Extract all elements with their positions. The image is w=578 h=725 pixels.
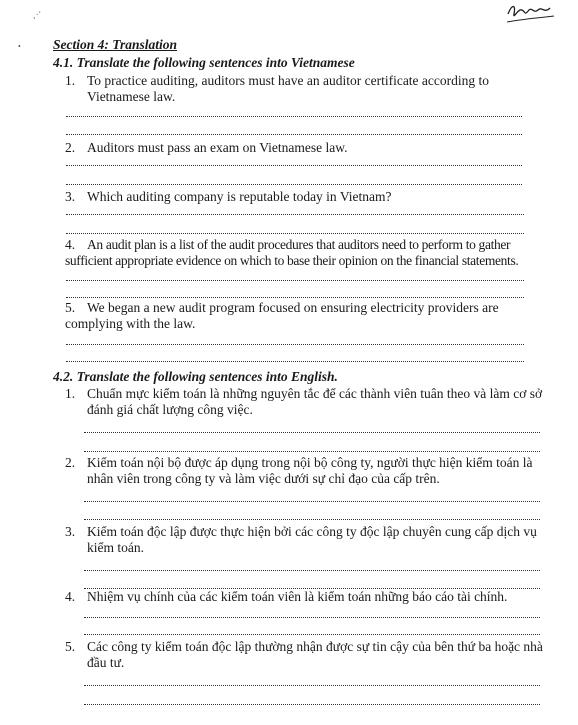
answer-line[interactable] xyxy=(66,344,524,345)
part1-question-5 xyxy=(65,300,535,332)
question-number: 4. xyxy=(65,237,76,252)
answer-line[interactable] xyxy=(66,214,524,215)
answer-line[interactable] xyxy=(66,134,522,135)
part1-question-2 xyxy=(65,140,539,156)
question-text: An audit plan is a list of the audit procedures that auditors need to perform to gather sufficient appropriate evidence on which to base their opinion on the financial statements. xyxy=(65,237,519,268)
section-title: Section 4: Translation xyxy=(53,37,178,52)
part2-question-5 xyxy=(65,639,547,671)
question-text: Chuẩn mực kiểm toán là những nguyên tắc để các thành viên tuân theo và làm cơ sở đánh giá chất lượng công việc. xyxy=(87,386,543,417)
question-number: 1. xyxy=(65,386,76,401)
answer-line[interactable] xyxy=(84,570,540,571)
answer-line[interactable] xyxy=(66,361,524,362)
part1-question-4 xyxy=(65,237,543,269)
question-text: Các công ty kiểm toán độc lập thường nhận được sự tin cậy của bên thứ ba hoặc nhà đầu tư. xyxy=(87,639,543,670)
question-number: 1. xyxy=(65,73,76,88)
question-text: Kiểm toán nội bộ được áp dụng trong nội bộ công ty, người thực hiện kiểm toán là nhân viên trong công ty và làm việc dưới sự chỉ đạo của cấp trên. xyxy=(87,455,533,486)
question-number: 2. xyxy=(65,140,76,155)
answer-line[interactable] xyxy=(84,501,540,502)
answer-line[interactable] xyxy=(66,280,524,281)
margin-dot: • xyxy=(18,42,21,51)
question-number: 2. xyxy=(65,455,76,470)
part1-heading: 4.1. Translate the following sentences into Vietnamese xyxy=(53,55,355,70)
question-number: 5. xyxy=(65,300,76,315)
question-text: Which auditing company is reputable today in Vietnam? xyxy=(87,189,392,204)
question-text: Auditors must pass an exam on Vietnamese law. xyxy=(87,140,348,155)
answer-line[interactable] xyxy=(84,451,540,452)
handwritten-signature xyxy=(504,0,556,26)
question-text: To practice auditing, auditors must have an auditor certificate according to Vietnamese law. xyxy=(87,73,490,104)
question-text: We began a new audit program focused on ensuring electricity providers are complying with the law. xyxy=(65,300,499,331)
answer-line[interactable] xyxy=(66,116,522,117)
answer-line[interactable] xyxy=(84,685,540,686)
question-number: 3. xyxy=(65,524,76,539)
part1-question-3 xyxy=(65,189,539,205)
answer-line[interactable] xyxy=(84,617,540,618)
question-text: Nhiệm vụ chính của các kiểm toán viên là kiểm toán những báo cáo tài chính. xyxy=(87,589,508,604)
part2-heading: 4.2. Translate the following sentences into English. xyxy=(53,369,338,384)
answer-line[interactable] xyxy=(84,704,540,705)
part2-question-3 xyxy=(65,524,543,556)
question-number: 5. xyxy=(65,639,76,654)
question-number: 4. xyxy=(65,589,76,604)
part2-question-1 xyxy=(65,386,543,418)
part2-question-4 xyxy=(65,589,543,605)
answer-line[interactable] xyxy=(66,233,524,234)
answer-line[interactable] xyxy=(66,165,522,166)
part2-question-2 xyxy=(65,455,543,487)
answer-line[interactable] xyxy=(84,519,540,520)
answer-line[interactable] xyxy=(84,432,540,433)
scan-speck: ,·' xyxy=(33,10,41,21)
part1-question-1 xyxy=(65,73,539,105)
question-number: 3. xyxy=(65,189,76,204)
question-text: Kiểm toán độc lập được thực hiện bởi các công ty độc lập chuyên cung cấp dịch vụ kiểm toán. xyxy=(87,524,537,555)
answer-line[interactable] xyxy=(66,297,524,298)
answer-line[interactable] xyxy=(84,634,540,635)
answer-line[interactable] xyxy=(66,184,522,185)
